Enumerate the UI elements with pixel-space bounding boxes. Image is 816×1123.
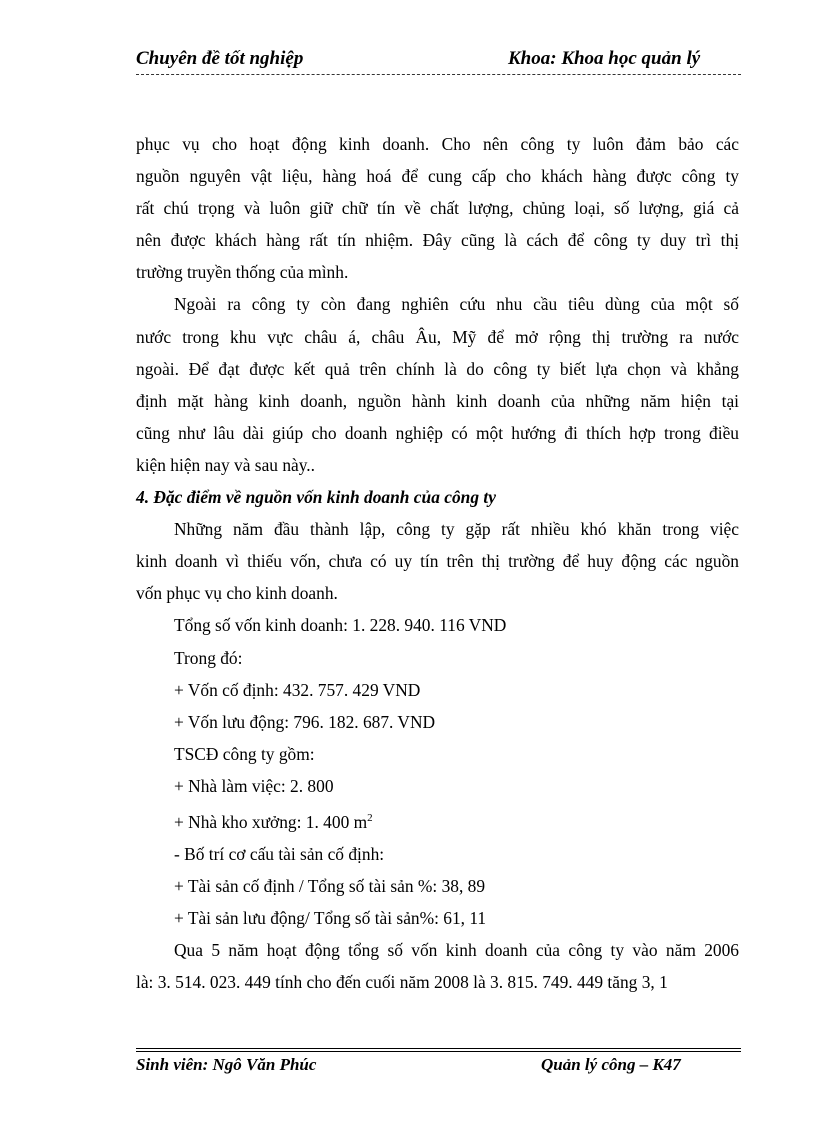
footer-rule xyxy=(136,1048,741,1049)
list-item: + Tài sản cố định / Tổng số tài sản %: 38, 89 xyxy=(174,875,486,896)
document-body xyxy=(136,128,739,998)
text-line: cũng như lâu dài giúp cho doanh nghiệp có một hướng đi thích hợp trong điều xyxy=(136,422,739,443)
list-item: + Tài sản lưu động/ Tổng số tài sản%: 61, 11 xyxy=(174,908,487,929)
text-line: Qua 5 năm hoạt động tổng số vốn kinh doanh của công ty vào năm 2006 xyxy=(174,940,739,961)
text-line: là: 3. 514. 023. 449 tính cho đến cuối năm 2008 là 3. 815. 749. 449 tăng 3, 1 xyxy=(136,972,668,993)
text-line: phục vụ cho hoạt động kinh doanh. Cho nên công ty luôn đảm bảo các xyxy=(136,134,739,154)
header-right: Khoa: Khoa học quản lý xyxy=(508,48,701,69)
list-item xyxy=(136,802,739,838)
text-line: Ngoài ra công ty còn đang nghiên cứu nhu cầu tiêu dùng của một số xyxy=(174,294,739,315)
paragraph-3 xyxy=(136,513,739,609)
page-footer xyxy=(136,1055,741,1079)
warehouse-area-text: + Nhà kho xưởng: 1. 400 m xyxy=(174,811,368,832)
text-line: trường truyền thống của mình. xyxy=(136,262,349,283)
text-line: vốn phục vụ cho kinh doanh. xyxy=(136,583,338,604)
text-line: nước trong khu vực châu á, châu Âu, Mỹ để mở rộng thị trường ra nước xyxy=(136,326,739,347)
text-line: rất chú trọng và luôn giữ chữ tín về chất lượng, chủng loại, số lượng, giá cả xyxy=(136,198,739,219)
list-item: + Vốn cố định: 432. 757. 429 VND xyxy=(174,679,421,700)
text-line: kinh doanh vì thiếu vốn, chưa có uy tín trên thị trường để huy động các nguồn xyxy=(136,551,739,572)
footer-rule xyxy=(136,1051,741,1052)
text-line: kiện hiện nay và sau này.. xyxy=(136,454,316,475)
capital-list xyxy=(136,609,739,934)
header-rule xyxy=(136,74,741,75)
superscript: 2 xyxy=(367,811,373,824)
list-item: - Bố trí cơ cấu tài sản cố định: xyxy=(174,843,385,864)
list-item: + Nhà làm việc: 2. 800 xyxy=(174,775,334,796)
list-item: Trong đó: xyxy=(174,647,243,668)
section-heading: 4. Đặc điểm về nguồn vốn kinh doanh của công ty xyxy=(136,487,496,508)
list-item: + Vốn lưu động: 796. 182. 687. VND xyxy=(174,711,436,732)
footer-right: Quản lý công – K47 xyxy=(541,1055,681,1074)
text-line: nên được khách hàng rất tín nhiệm. Đây cũng là cách để công ty duy trì thị xyxy=(136,230,739,251)
text-line: ngoài. Để đạt được kết quả trên chính là do công ty biết lựa chọn và khẳng xyxy=(136,358,739,379)
text-line: Những năm đầu thành lập, công ty gặp rất nhiều khó khăn trong việc xyxy=(174,519,739,540)
list-item: Tổng số vốn kinh doanh: 1. 228. 940. 116 VND xyxy=(174,615,507,636)
list-item: TSCĐ công ty gồm: xyxy=(174,743,315,764)
paragraph-4 xyxy=(136,934,739,998)
footer-left: Sinh viên: Ngô Văn Phúc xyxy=(136,1055,317,1074)
header-left: Chuyên đề tốt nghiệp xyxy=(136,48,304,69)
paragraph-2 xyxy=(136,288,739,481)
paragraph-1 xyxy=(136,128,739,288)
page-header xyxy=(136,48,741,74)
text-line: nguồn nguyên vật liệu, hàng hoá để cung cấp cho khách hàng được công ty xyxy=(136,166,739,187)
text-line: định mặt hàng kinh doanh, nguồn hành kinh doanh của những năm hiện tại xyxy=(136,390,739,411)
